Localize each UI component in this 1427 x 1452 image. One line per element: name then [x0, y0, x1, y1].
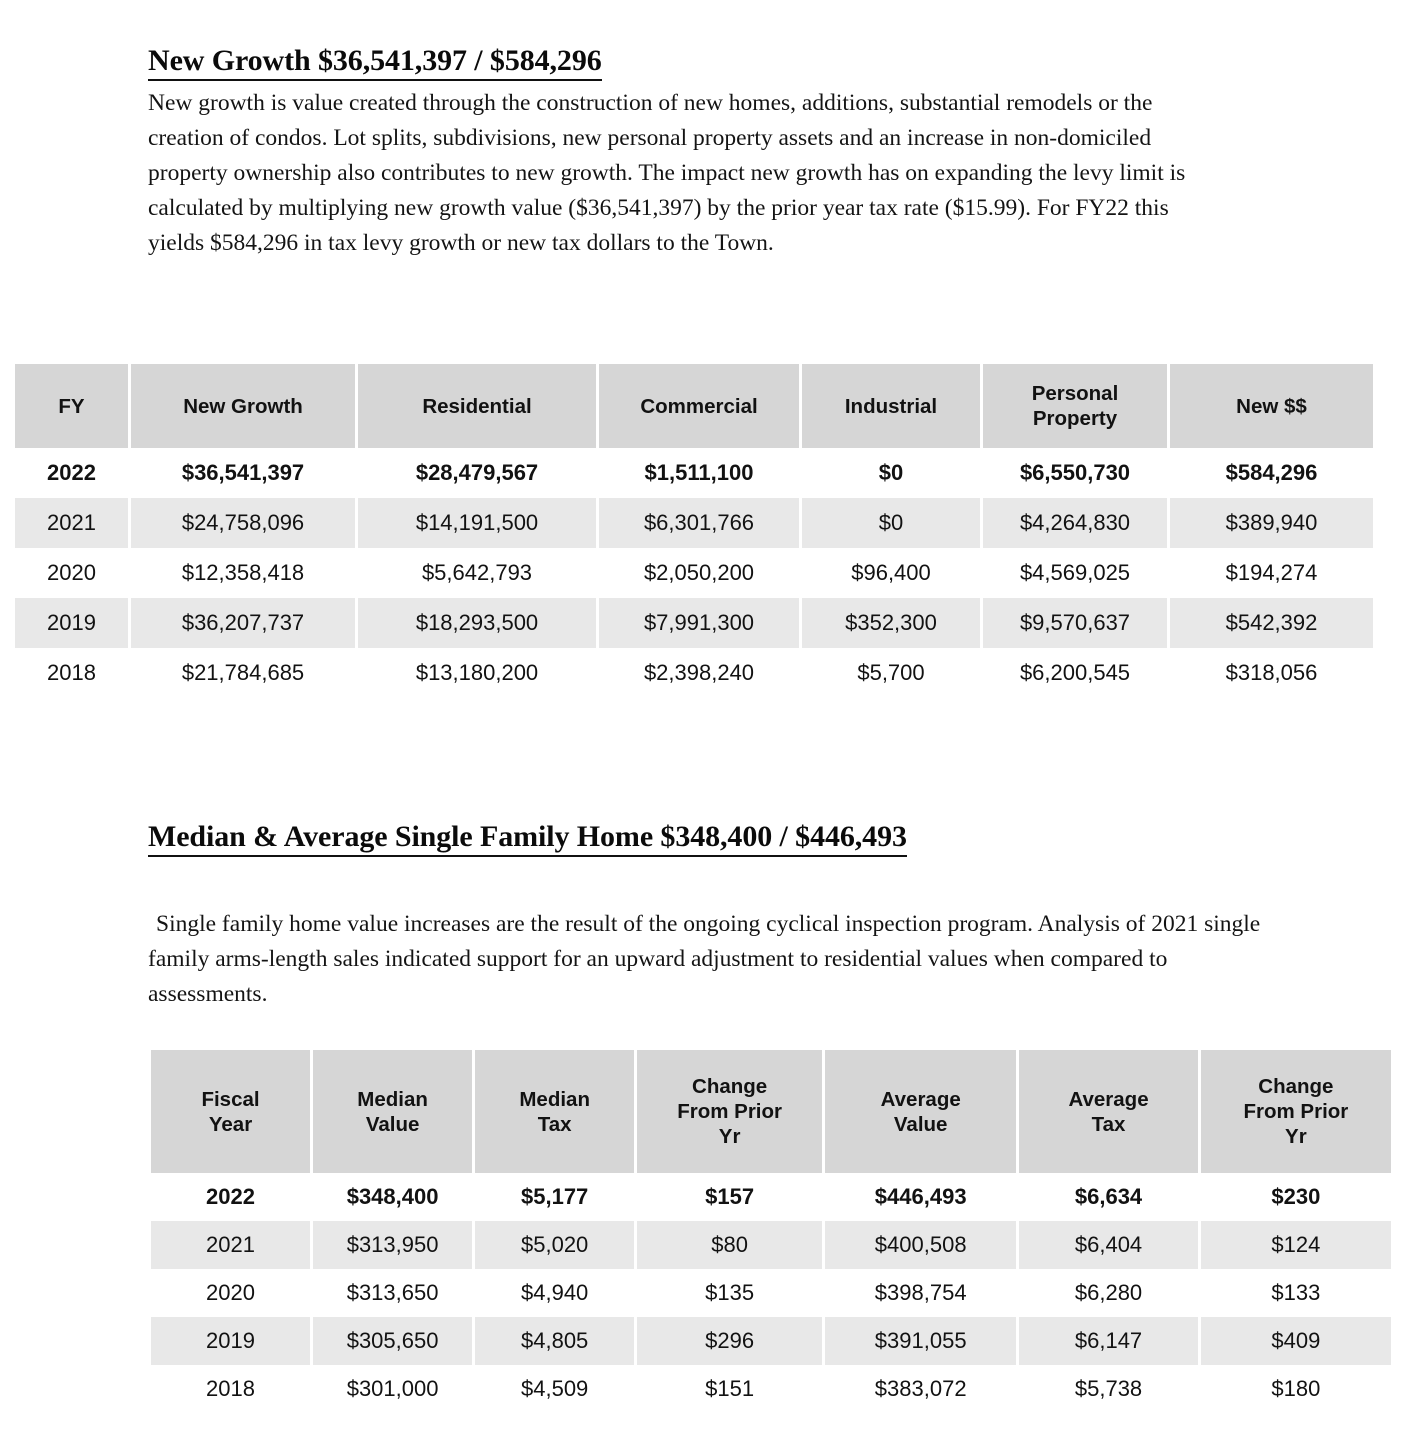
column-header-fiscal-year — [151, 1050, 310, 1173]
column-header-line: Value — [893, 1112, 948, 1136]
section-median-average — [148, 820, 1328, 1012]
column-header-line: From Prior — [677, 1100, 782, 1123]
cell-residential: $13,180,200 — [358, 648, 596, 698]
cell-average-change: $133 — [1201, 1269, 1391, 1317]
cell-fy: 2020 — [15, 548, 128, 598]
cell-personal-property: $4,569,025 — [983, 548, 1167, 598]
table-row — [151, 1173, 1391, 1221]
cell-median-value: $313,950 — [313, 1221, 472, 1269]
cell-fiscal-year: 2022 — [151, 1173, 310, 1221]
cell-median-change: $296 — [637, 1317, 822, 1365]
cell-average-value: $446,493 — [825, 1173, 1016, 1221]
table-row — [151, 1317, 1391, 1365]
table-median-average-body — [151, 1173, 1391, 1413]
column-header-average-value — [825, 1050, 1016, 1173]
column-header-line: Yr — [1285, 1125, 1307, 1148]
column-header-line: Fiscal — [201, 1087, 260, 1111]
cell-average-change: $124 — [1201, 1221, 1391, 1269]
cell-industrial: $5,700 — [802, 648, 980, 698]
column-header-new-dollars: New $$ — [1170, 364, 1373, 448]
cell-new-dollars: $318,056 — [1170, 648, 1373, 698]
cell-average-tax: $6,280 — [1019, 1269, 1197, 1317]
cell-new-growth: $21,784,685 — [131, 648, 355, 698]
cell-new-dollars: $194,274 — [1170, 548, 1373, 598]
cell-average-tax: $6,404 — [1019, 1221, 1197, 1269]
cell-new-dollars: $389,940 — [1170, 498, 1373, 548]
column-header-residential: Residential — [358, 364, 596, 448]
cell-industrial: $0 — [802, 448, 980, 498]
cell-industrial: $96,400 — [802, 548, 980, 598]
cell-fiscal-year: 2019 — [151, 1317, 310, 1365]
cell-median-tax: $5,177 — [475, 1173, 634, 1221]
column-header-industrial: Industrial — [802, 364, 980, 448]
cell-new-dollars: $584,296 — [1170, 448, 1373, 498]
cell-median-tax: $4,805 — [475, 1317, 634, 1365]
cell-commercial: $2,050,200 — [599, 548, 799, 598]
cell-new-growth: $24,758,096 — [131, 498, 355, 548]
cell-average-value: $391,055 — [825, 1317, 1016, 1365]
table-header-row — [15, 364, 1373, 448]
table-row — [151, 1221, 1391, 1269]
table-row — [15, 648, 1373, 698]
cell-average-change: $180 — [1201, 1365, 1391, 1413]
cell-average-tax: $6,147 — [1019, 1317, 1197, 1365]
column-header-line: Value — [365, 1112, 420, 1136]
section-paragraph-median-average: Single family home value increases are the result of the ongoing cyclical inspection program. Analysis of 2021 single family arms-length sales indicated support for an upward adjustment to residential values when compared to assessments. — [148, 910, 1261, 1007]
cell-commercial: $6,301,766 — [599, 498, 799, 548]
table-new-growth — [12, 364, 1376, 698]
cell-average-tax: $6,634 — [1019, 1173, 1197, 1221]
cell-personal-property: $6,550,730 — [983, 448, 1167, 498]
cell-average-value: $400,508 — [825, 1221, 1016, 1269]
cell-new-growth: $36,541,397 — [131, 448, 355, 498]
table-row — [151, 1269, 1391, 1317]
column-header-line: Tax — [1091, 1112, 1126, 1136]
cell-new-growth: $36,207,737 — [131, 598, 355, 648]
cell-average-value: $398,754 — [825, 1269, 1016, 1317]
section-new-growth — [148, 44, 1268, 261]
table-row — [151, 1365, 1391, 1413]
cell-average-change: $230 — [1201, 1173, 1391, 1221]
cell-median-change: $157 — [637, 1173, 822, 1221]
table-median-average — [148, 1050, 1394, 1413]
column-header-line: Yr — [718, 1125, 741, 1148]
cell-personal-property: $9,570,637 — [983, 598, 1167, 648]
column-header-new-growth: New Growth — [131, 364, 355, 448]
table-row — [15, 448, 1373, 498]
column-header-line: Average — [1068, 1087, 1149, 1111]
table-new-growth-container — [12, 364, 1370, 698]
table-median-average-container — [148, 1050, 1394, 1413]
cell-fiscal-year: 2020 — [151, 1269, 310, 1317]
cell-industrial: $352,300 — [802, 598, 980, 648]
cell-median-value: $301,000 — [313, 1365, 472, 1413]
cell-new-dollars: $542,392 — [1170, 598, 1373, 648]
table-header-row — [151, 1050, 1391, 1173]
cell-commercial: $2,398,240 — [599, 648, 799, 698]
cell-fy: 2022 — [15, 448, 128, 498]
cell-average-change: $409 — [1201, 1317, 1391, 1365]
cell-average-tax: $5,738 — [1019, 1365, 1197, 1413]
cell-median-value: $305,650 — [313, 1317, 472, 1365]
table-row — [15, 598, 1373, 648]
cell-median-value: $348,400 — [313, 1173, 472, 1221]
section-paragraph-new-growth: New growth is value created through the construction of new homes, additions, substantial remodels or the creation of condos. Lot splits, subdivisions, new personal property assets and an increase in non-domiciled property ownership also contributes to new growth. The impact new growth has on expanding the levy limit is calculated by multiplying new growth value ($36,541,397) by the prior year tax rate ($15.99). For FY22 this yields $584,296 in tax levy growth or new tax dollars to the Town. — [148, 89, 1186, 256]
cell-personal-property: $6,200,545 — [983, 648, 1167, 698]
cell-fiscal-year: 2018 — [151, 1365, 310, 1413]
table-row — [15, 498, 1373, 548]
table-median-average-head — [151, 1050, 1391, 1173]
cell-median-change: $151 — [637, 1365, 822, 1413]
cell-residential: $5,642,793 — [358, 548, 596, 598]
cell-commercial: $7,991,300 — [599, 598, 799, 648]
column-header-line: Year — [208, 1112, 253, 1136]
cell-median-tax: $4,940 — [475, 1269, 634, 1317]
cell-fy: 2019 — [15, 598, 128, 648]
table-new-growth-head — [15, 364, 1373, 448]
column-header-average-change-from-prior-yr — [1201, 1050, 1391, 1173]
cell-median-value: $313,650 — [313, 1269, 472, 1317]
column-header-line: Median — [357, 1087, 428, 1111]
column-header-personal-property: Personal Property — [983, 364, 1167, 448]
cell-industrial: $0 — [802, 498, 980, 548]
cell-residential: $14,191,500 — [358, 498, 596, 548]
cell-fy: 2018 — [15, 648, 128, 698]
column-header-line: Median — [519, 1087, 590, 1111]
column-header-median-value — [313, 1050, 472, 1173]
table-row — [15, 548, 1373, 598]
section-heading-median-average: Median & Average Single Family Home $348,400 / $446,493 — [148, 820, 907, 857]
cell-fy: 2021 — [15, 498, 128, 548]
column-header-median-tax — [475, 1050, 634, 1173]
column-header-commercial: Commercial — [599, 364, 799, 448]
cell-median-change: $80 — [637, 1221, 822, 1269]
column-header-line: From Prior — [1243, 1100, 1349, 1123]
column-header-line: Change — [692, 1075, 768, 1098]
column-header-fy: FY — [15, 364, 128, 448]
cell-fiscal-year: 2021 — [151, 1221, 310, 1269]
table-new-growth-body — [15, 448, 1373, 698]
cell-commercial: $1,511,100 — [599, 448, 799, 498]
cell-residential: $18,293,500 — [358, 598, 596, 648]
cell-median-tax: $5,020 — [475, 1221, 634, 1269]
section-heading-new-growth: New Growth $36,541,397 / $584,296 — [148, 44, 602, 81]
cell-average-value: $383,072 — [825, 1365, 1016, 1413]
column-header-average-tax — [1019, 1050, 1197, 1173]
column-header-line: Average — [880, 1087, 961, 1111]
cell-median-tax: $4,509 — [475, 1365, 634, 1413]
cell-new-growth: $12,358,418 — [131, 548, 355, 598]
column-header-median-change-from-prior-yr — [637, 1050, 822, 1173]
cell-residential: $28,479,567 — [358, 448, 596, 498]
column-header-line: Change — [1258, 1075, 1334, 1098]
column-header-line: Tax — [537, 1112, 572, 1136]
cell-personal-property: $4,264,830 — [983, 498, 1167, 548]
cell-median-change: $135 — [637, 1269, 822, 1317]
